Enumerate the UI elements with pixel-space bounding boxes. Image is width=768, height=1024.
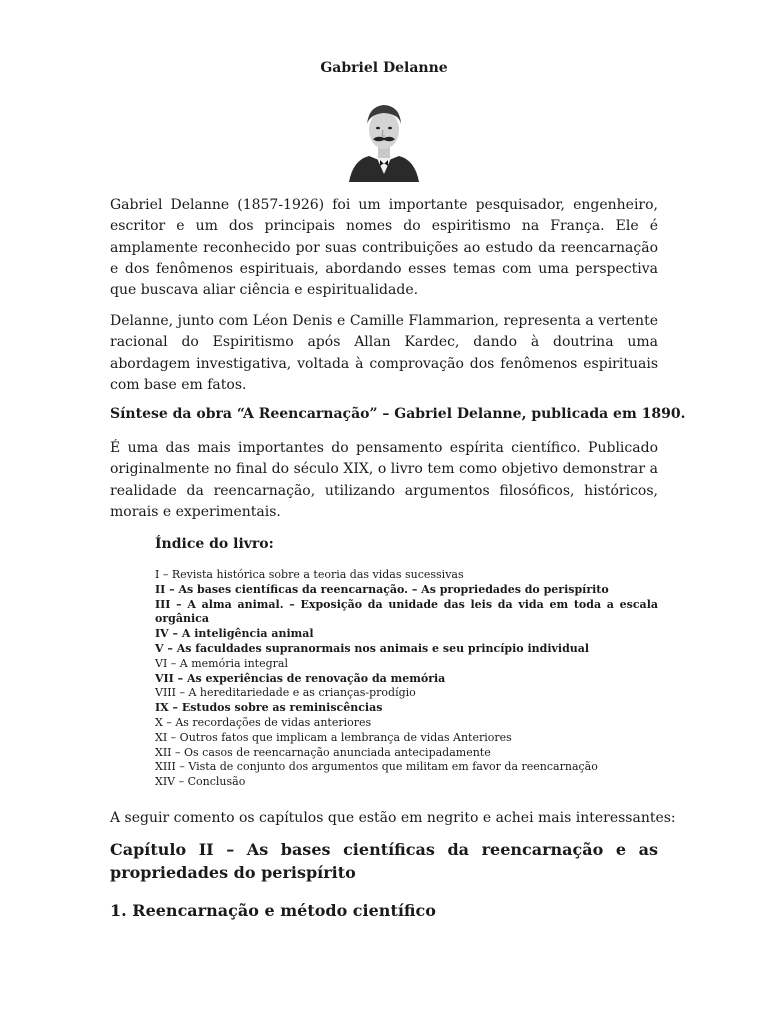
table-of-contents: [155, 568, 658, 790]
toc-item: XIV – Conclusão: [155, 775, 246, 789]
synthesis-heading: Síntese da obra “A Reencarnação” – Gabriel Delanne, publicada em 1890.: [110, 406, 686, 422]
toc-item: IX – Estudos sobre as reminiscências: [155, 701, 383, 715]
delanne-paragraph: Delanne, junto com Léon Denis e Camille Flammarion, representa a vertente racional do Espiritismo após Allan Kardec, dando à doutrina uma abordagem investigativa, voltada à comprovação dos fenômenos espirituais com base em fatos.: [110, 313, 658, 393]
toc-item: IV – A inteligência animal: [155, 627, 314, 641]
toc-item: XIII – Vista de conjunto dos argumentos que militam em favor da reencarnação: [155, 760, 598, 774]
synthesis-paragraph: É uma das mais importantes do pensamento espírita científico. Publicado originalmente no final do século XIX, o livro tem como objetivo demonstrar a realidade da reencarnação, utilizando argumentos filosóficos, históricos, morais e experimentais.: [110, 440, 658, 520]
toc-item: XI – Outros fatos que implicam a lembrança de vidas Anteriores: [155, 730, 512, 744]
toc-item: I – Revista histórica sobre a teoria das vidas sucessivas: [155, 568, 464, 581]
comment-text: A seguir comento os capítulos que estão em negrito e achei mais interessantes:: [110, 810, 676, 826]
toc-item: VII – As experiências de renovação da memória: [155, 671, 446, 685]
index-title: Índice do livro:: [155, 536, 274, 552]
toc-item: II – As bases científicas da reencarnação. – As propriedades do perispírito: [155, 582, 609, 596]
toc-item: VI – A memória integral: [155, 656, 288, 670]
page-title: Gabriel Delanne: [320, 60, 448, 76]
intro-paragraph: Gabriel Delanne (1857-1926) foi um importante pesquisador, engenheiro, escritor e um dos principais nomes do espiritismo na França. Ele é amplamente reconhecido por suas contribuições ao estudo da reencarnação e dos fenômenos espirituais, abordando esses temas com uma perspectiva que buscava aliar ciência e espiritualidade.: [110, 197, 658, 299]
portrait-image: [347, 96, 421, 182]
chapter-heading: Capítulo II – As bases científicas da reencarnação e as propriedades do perispírito: [110, 840, 658, 882]
toc-item: VIII – A hereditariedade e as crianças-prodígio: [155, 686, 416, 700]
toc-item: III – A alma animal. – Exposição da unidade das leis da vida em toda a escala orgânica: [155, 597, 658, 626]
section-heading: 1. Reencarnação e método científico: [110, 901, 436, 920]
toc-item: XII – Os casos de reencarnação anunciada antecipadamente: [155, 745, 491, 759]
toc-item: V – As faculdades supranormais nos animais e seu princípio individual: [155, 641, 590, 655]
toc-item: X – As recordações de vidas anteriores: [155, 715, 372, 729]
